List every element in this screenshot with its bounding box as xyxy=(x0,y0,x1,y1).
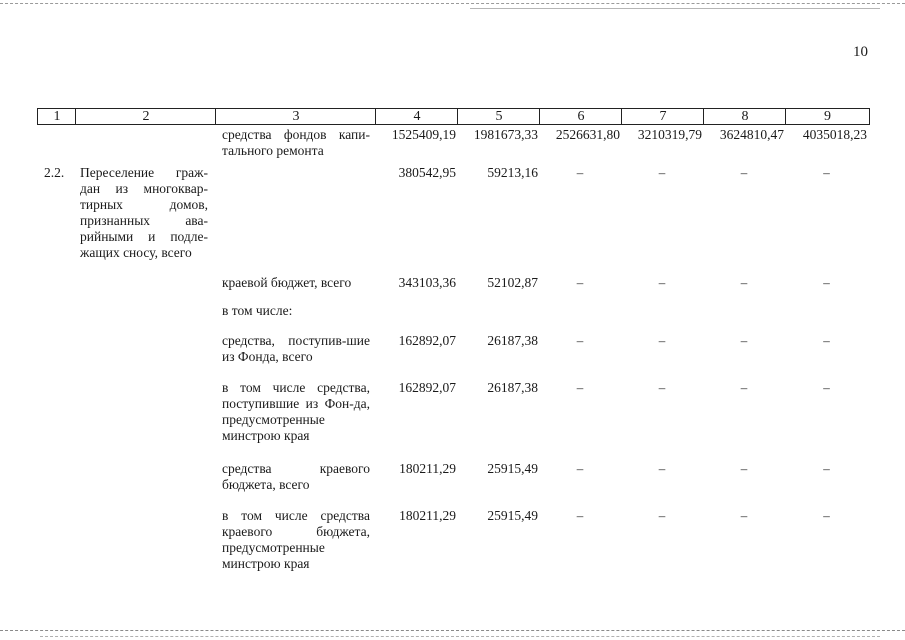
row-source-including: в том числе: xyxy=(222,303,293,318)
dash-cell: – xyxy=(823,275,830,290)
dash-cell: – xyxy=(576,508,584,523)
dash-cell: – xyxy=(740,165,748,180)
row-source-cap-repair: средства фондов капи-тального ремонта xyxy=(222,127,370,158)
header-col-6: 6 xyxy=(539,108,622,125)
dash-cell: – xyxy=(823,380,830,395)
dash-cell: – xyxy=(740,461,748,476)
header-col-3: 3 xyxy=(215,108,376,125)
dash-cell: – xyxy=(823,333,830,348)
dash-cell: – xyxy=(658,380,666,395)
value-cell: 52102,87 xyxy=(487,275,538,290)
row-source-regional-funds: средства краевого бюджета, всего xyxy=(222,461,370,492)
dash-cell: – xyxy=(740,508,748,523)
value-cell: 25915,49 xyxy=(487,461,538,476)
dash-cell: – xyxy=(740,380,748,395)
dash-cell: – xyxy=(576,165,584,180)
scan-edge-bottom-line xyxy=(40,636,880,637)
value-cell: 180211,29 xyxy=(399,508,456,523)
header-col-4: 4 xyxy=(375,108,458,125)
dash-cell: – xyxy=(740,333,748,348)
header-col-2: 2 xyxy=(75,108,216,125)
section-title: Переселение граж-дан из многоквар-тирных домов, признанных ава-рийными и подле-жащих сносу, всего xyxy=(80,165,208,260)
dash-cell: – xyxy=(658,333,666,348)
dash-cell: – xyxy=(576,333,584,348)
dash-cell: – xyxy=(576,275,584,290)
value-cell: 3210319,79 xyxy=(637,127,702,142)
header-col-9: 9 xyxy=(785,108,870,125)
header-col-8: 8 xyxy=(703,108,786,125)
header-col-5: 5 xyxy=(457,108,540,125)
value-cell: 343103,36 xyxy=(398,275,456,290)
value-cell: 26187,38 xyxy=(487,380,538,395)
row-source-regional-ministry: в том числе средства краевого бюджета, предусмотренные минстрою края xyxy=(222,508,370,571)
header-col-1: 1 xyxy=(37,108,76,125)
value-cell: 1525409,19 xyxy=(391,127,456,142)
scan-edge-top-line xyxy=(470,8,880,9)
row-source-regional-budget: краевой бюджет, всего xyxy=(222,275,352,290)
dash-cell: – xyxy=(740,275,748,290)
dash-cell: – xyxy=(823,461,830,476)
scan-edge-top xyxy=(0,3,905,6)
dash-cell: – xyxy=(823,508,830,523)
page-number: 10 xyxy=(853,44,868,60)
value-cell: 162892,07 xyxy=(398,333,456,348)
value-cell: 380542,95 xyxy=(398,165,456,180)
value-cell: 180211,29 xyxy=(399,461,456,476)
row-source-fund-total: средства, поступив-шие из Фонда, всего xyxy=(222,333,370,364)
value-cell: 59213,16 xyxy=(487,165,538,180)
value-cell: 1981673,33 xyxy=(473,127,538,142)
dash-cell: – xyxy=(576,380,584,395)
dash-cell: – xyxy=(658,165,666,180)
value-cell: 2526631,80 xyxy=(555,127,620,142)
dash-cell: – xyxy=(658,461,666,476)
value-cell: 26187,38 xyxy=(487,333,538,348)
value-cell: 4035018,23 xyxy=(802,127,867,142)
header-col-7: 7 xyxy=(621,108,704,125)
dash-cell: – xyxy=(658,275,666,290)
scan-edge-bottom xyxy=(0,630,905,633)
dash-cell: – xyxy=(576,461,584,476)
dash-cell: – xyxy=(823,165,830,180)
row-source-fund-ministry: в том числе средства, поступившие из Фон-да, предусмотренные минстрою края xyxy=(222,380,370,443)
value-cell: 25915,49 xyxy=(487,508,538,523)
section-number: 2.2. xyxy=(44,165,65,180)
dash-cell: – xyxy=(658,508,666,523)
value-cell: 162892,07 xyxy=(398,380,456,395)
value-cell: 3624810,47 xyxy=(719,127,784,142)
